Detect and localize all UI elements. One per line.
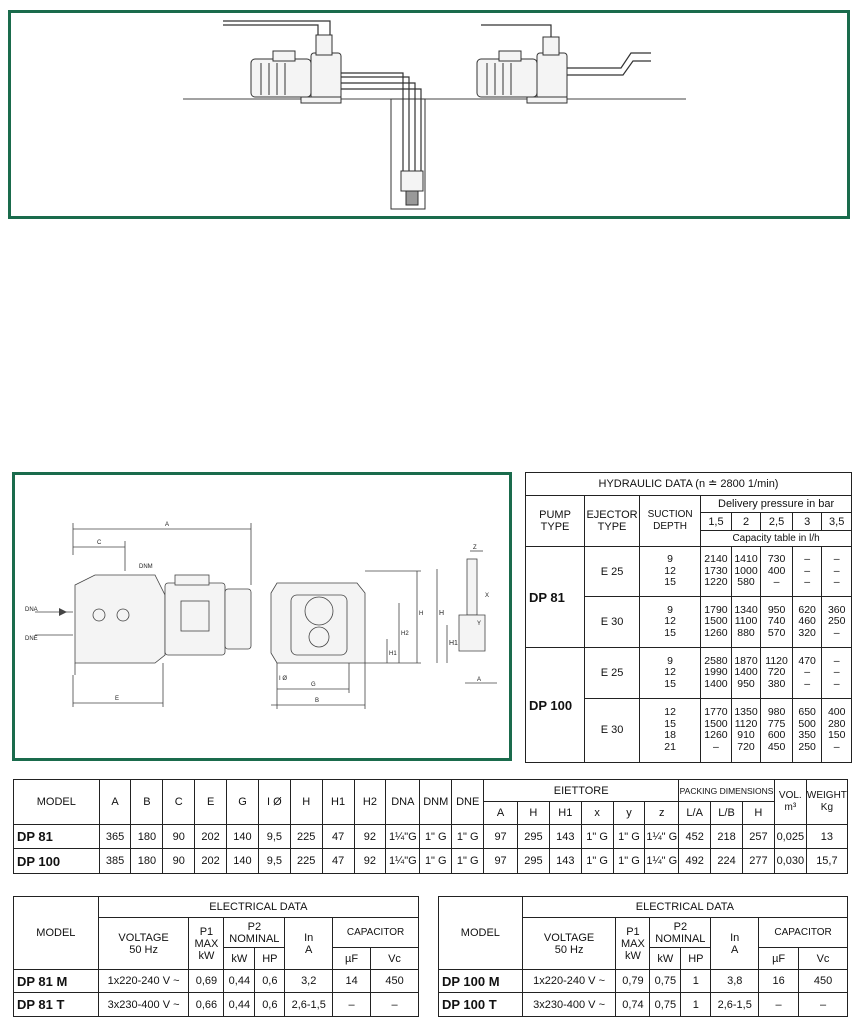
dim-header: H <box>290 780 322 825</box>
electrical-title: ELECTRICAL DATA <box>98 897 418 918</box>
value-cell: 90 <box>163 824 195 849</box>
value-cell: 0,6 <box>255 969 285 993</box>
pressure-col: 3 <box>792 513 822 531</box>
depth-cell: 12 15 18 21 <box>640 698 701 762</box>
value-cell: 1¼" G <box>645 849 679 874</box>
pressure-col: 1,5 <box>701 513 732 531</box>
value-cell: 0,74 <box>616 993 650 1017</box>
value-cell: 90 <box>163 849 195 874</box>
model-header: MODEL <box>14 780 100 825</box>
value-cell: 295 <box>517 849 549 874</box>
dim-header: DNA <box>386 780 420 825</box>
electrical-title: ELECTRICAL DATA <box>522 897 847 918</box>
dim-label-h1: H1 <box>389 651 397 657</box>
hp-header: HP <box>255 948 285 969</box>
model-cell: DP 100 <box>14 849 100 874</box>
value-cell: – <box>371 993 419 1017</box>
value-cell: – <box>759 993 799 1017</box>
capacity-cell: – – – <box>822 648 852 699</box>
value-cell: 0,6 <box>255 993 285 1017</box>
value-cell: 1" G <box>613 849 645 874</box>
dim-header: H1 <box>322 780 354 825</box>
value-cell: 9,5 <box>258 824 290 849</box>
value-cell: 140 <box>227 824 259 849</box>
value-cell: 15,7 <box>806 849 847 874</box>
suction-depth-header: SUCTION DEPTH <box>640 495 701 547</box>
value-cell: 0,44 <box>224 993 255 1017</box>
dim-label-g: G <box>311 682 316 688</box>
weight-header: WEIGHT Kg <box>806 780 847 825</box>
value-cell: 1" G <box>452 849 484 874</box>
capacity-cell: – – – <box>792 547 822 597</box>
vc-header: Vc <box>799 948 848 969</box>
kw-header: kW <box>224 948 255 969</box>
value-cell: 0,44 <box>224 969 255 993</box>
model-cell: DP 81 <box>14 824 100 849</box>
well-ejector <box>391 99 425 209</box>
dim-header: DNM <box>420 780 452 825</box>
model-header: MODEL <box>14 897 99 970</box>
eiettore-col: y <box>613 802 645 824</box>
value-cell: 3x230-400 V ~ <box>522 993 616 1017</box>
dim-label-c: C <box>97 540 102 546</box>
model-header: MODEL <box>439 897 523 970</box>
eiettore-col: x <box>581 802 613 824</box>
table-row <box>14 824 848 849</box>
value-cell: 2,6-1,5 <box>285 993 333 1017</box>
value-cell: 0,79 <box>616 969 650 993</box>
dim-header: A <box>99 780 131 825</box>
dimensions-table <box>13 779 848 874</box>
ejector-cell: E 30 <box>585 596 640 648</box>
kw-header: kW <box>650 948 681 969</box>
dimension-figure <box>12 472 512 761</box>
eiettore-col: H <box>517 802 549 824</box>
capacity-label: Capacity table in l/h <box>701 530 852 547</box>
ejector-cell: E 25 <box>585 648 640 699</box>
model-cell: DP 81 M <box>14 969 99 993</box>
capacitor-header: CAPACITOR <box>759 918 848 948</box>
dim-label-h2: H2 <box>401 631 409 637</box>
p2-header: P2 NOMINAL <box>224 918 285 948</box>
value-cell: 450 <box>371 969 419 993</box>
capacity-cell: 650 500 350 250 <box>792 698 822 762</box>
packing-col: H <box>742 802 774 824</box>
dim-header: DNE <box>452 780 484 825</box>
eiettore-col: A <box>484 802 518 824</box>
packing-header: PACKING DIMENSIONS <box>679 780 775 802</box>
pressure-col: 2 <box>731 513 761 531</box>
pressure-col: 3,5 <box>822 513 852 531</box>
value-cell: 1" G <box>613 824 645 849</box>
value-cell: 3,2 <box>285 969 333 993</box>
voltage-header: VOLTAGE 50 Hz <box>522 918 616 969</box>
eiettore-header: EIETTORE <box>484 780 679 802</box>
value-cell: 0,030 <box>774 849 806 874</box>
pump-type-header: PUMP TYPE <box>526 495 585 547</box>
pressure-col: 2,5 <box>761 513 793 531</box>
table-row <box>439 993 848 1017</box>
value-cell: 1 <box>681 969 711 993</box>
value-cell: 97 <box>484 824 518 849</box>
p2-header: P2 NOMINAL <box>650 918 711 948</box>
delivery-pressure-header: Delivery pressure in bar <box>701 495 852 513</box>
eiettore-col: z <box>645 802 679 824</box>
pump-type-cell: DP 81 <box>526 547 585 648</box>
capacity-cell: 1350 1120 910 720 <box>731 698 761 762</box>
packing-col: L/B <box>711 802 743 824</box>
value-cell: 97 <box>484 849 518 874</box>
value-cell: 1" G <box>420 849 452 874</box>
dim-label-b: B <box>315 698 320 704</box>
capacity-cell: 980 775 600 450 <box>761 698 793 762</box>
value-cell: 452 <box>679 824 711 849</box>
installation-drawing <box>11 13 847 216</box>
value-cell: 450 <box>799 969 848 993</box>
value-cell: 47 <box>322 824 354 849</box>
dim-label-dne: DNE <box>25 636 38 642</box>
value-cell: 1¼"G <box>386 824 420 849</box>
capacity-cell: 2140 1730 1220 <box>701 547 732 597</box>
capacity-cell: 1790 1500 1260 <box>701 596 732 648</box>
installation-figure <box>8 10 850 219</box>
value-cell: 218 <box>711 824 743 849</box>
pump-type-cell: DP 100 <box>526 648 585 763</box>
depth-cell: 9 12 15 <box>640 648 701 699</box>
dim-label-y: Y <box>477 621 482 627</box>
dim-label-h: H <box>419 611 424 617</box>
eiettore-col: H1 <box>549 802 581 824</box>
dim-header: E <box>195 780 227 825</box>
value-cell: 385 <box>99 849 131 874</box>
in-header: In A <box>285 918 333 969</box>
vc-header: Vc <box>371 948 419 969</box>
capacity-cell: 1870 1400 950 <box>731 648 761 699</box>
table-row <box>14 849 848 874</box>
right-pump-illustration <box>477 37 567 103</box>
value-cell: 92 <box>354 849 386 874</box>
table-row <box>14 993 419 1017</box>
value-cell: 0,66 <box>189 993 224 1017</box>
dim-label-z: Z <box>473 545 477 551</box>
dim-header: I Ø <box>258 780 290 825</box>
value-cell: 1¼" G <box>645 824 679 849</box>
value-cell: 2,6-1,5 <box>711 993 759 1017</box>
value-cell: 47 <box>322 849 354 874</box>
table-row <box>14 969 419 993</box>
value-cell: 224 <box>711 849 743 874</box>
ejector-label-h: H <box>439 610 445 617</box>
value-cell: 1" G <box>452 824 484 849</box>
capacity-cell: 730 400 – <box>761 547 793 597</box>
electrical-table-dp100 <box>438 896 848 1017</box>
value-cell: 225 <box>290 849 322 874</box>
hp-header: HP <box>681 948 711 969</box>
capacity-cell: 470 – – <box>792 648 822 699</box>
hydraulic-title: HYDRAULIC DATA (n ≐ 2800 1/min) <box>526 473 852 496</box>
value-cell: 1x220-240 V ~ <box>98 969 189 993</box>
p1-header: P1 MAX kW <box>616 918 650 969</box>
value-cell: 1¼"G <box>386 849 420 874</box>
hydraulic-table <box>525 472 852 763</box>
value-cell: 9,5 <box>258 849 290 874</box>
ejector-label-h1: H1 <box>449 640 458 647</box>
value-cell: 202 <box>195 849 227 874</box>
left-pump-illustration <box>251 35 341 103</box>
in-header: In A <box>711 918 759 969</box>
capacity-cell: 950 740 570 <box>761 596 793 648</box>
value-cell: 180 <box>131 824 163 849</box>
depth-cell: 9 12 15 <box>640 596 701 648</box>
depth-cell: 9 12 15 <box>640 547 701 597</box>
dim-label-x: X <box>485 593 490 599</box>
ejector-cell: E 30 <box>585 698 640 762</box>
model-cell: DP 100 M <box>439 969 523 993</box>
value-cell: 180 <box>131 849 163 874</box>
value-cell: 92 <box>354 824 386 849</box>
value-cell: 3,8 <box>711 969 759 993</box>
electrical-table-dp81 <box>13 896 419 1017</box>
value-cell: 277 <box>742 849 774 874</box>
dim-label-e: E <box>115 696 120 702</box>
value-cell: 0,75 <box>650 969 681 993</box>
value-cell: 16 <box>759 969 799 993</box>
uf-header: µF <box>333 948 371 969</box>
dim-label-a: A <box>165 522 170 528</box>
dim-label-dna: DNA <box>25 607 38 613</box>
value-cell: 1" G <box>581 849 613 874</box>
value-cell: 1 <box>681 993 711 1017</box>
value-cell: – <box>799 993 848 1017</box>
dim-label-ejector-a: A <box>477 677 482 683</box>
value-cell: 3x230-400 V ~ <box>98 993 189 1017</box>
value-cell: 143 <box>549 849 581 874</box>
value-cell: – <box>333 993 371 1017</box>
capacity-cell: 620 460 320 <box>792 596 822 648</box>
p1-header: P1 MAX kW <box>189 918 224 969</box>
value-cell: 492 <box>679 849 711 874</box>
capacitor-header: CAPACITOR <box>333 918 419 948</box>
dim-label-dnm: DNM <box>139 564 153 570</box>
ejector-cell: E 25 <box>585 547 640 597</box>
value-cell: 13 <box>806 824 847 849</box>
capacity-cell: 1410 1000 580 <box>731 547 761 597</box>
dim-header: H2 <box>354 780 386 825</box>
dim-label-i: I Ø <box>279 676 288 682</box>
table-row <box>439 969 848 993</box>
capacity-cell: – – – <box>822 547 852 597</box>
capacity-cell: 2580 1990 1400 <box>701 648 732 699</box>
value-cell: 202 <box>195 824 227 849</box>
ejector-type-header: EJECTOR TYPE <box>585 495 640 547</box>
value-cell: 295 <box>517 824 549 849</box>
value-cell: 0,025 <box>774 824 806 849</box>
capacity-cell: 1120 720 380 <box>761 648 793 699</box>
model-cell: DP 100 T <box>439 993 523 1017</box>
value-cell: 143 <box>549 824 581 849</box>
voltage-header: VOLTAGE 50 Hz <box>98 918 189 969</box>
dim-header: B <box>131 780 163 825</box>
value-cell: 1x220-240 V ~ <box>522 969 616 993</box>
model-cell: DP 81 T <box>14 993 99 1017</box>
uf-header: µF <box>759 948 799 969</box>
value-cell: 140 <box>227 849 259 874</box>
capacity-cell: 1770 1500 1260 – <box>701 698 732 762</box>
capacity-cell: 360 250 – <box>822 596 852 648</box>
vol-header: VOL. m³ <box>774 780 806 825</box>
dim-header: G <box>227 780 259 825</box>
value-cell: 0,69 <box>189 969 224 993</box>
value-cell: 0,75 <box>650 993 681 1017</box>
value-cell: 1" G <box>581 824 613 849</box>
dim-header: C <box>163 780 195 825</box>
value-cell: 1" G <box>420 824 452 849</box>
packing-col: L/A <box>679 802 711 824</box>
value-cell: 225 <box>290 824 322 849</box>
value-cell: 14 <box>333 969 371 993</box>
value-cell: 365 <box>99 824 131 849</box>
value-cell: 257 <box>742 824 774 849</box>
capacity-cell: 400 280 150 – <box>822 698 852 762</box>
capacity-cell: 1340 1100 880 <box>731 596 761 648</box>
dimension-drawing <box>15 475 509 758</box>
